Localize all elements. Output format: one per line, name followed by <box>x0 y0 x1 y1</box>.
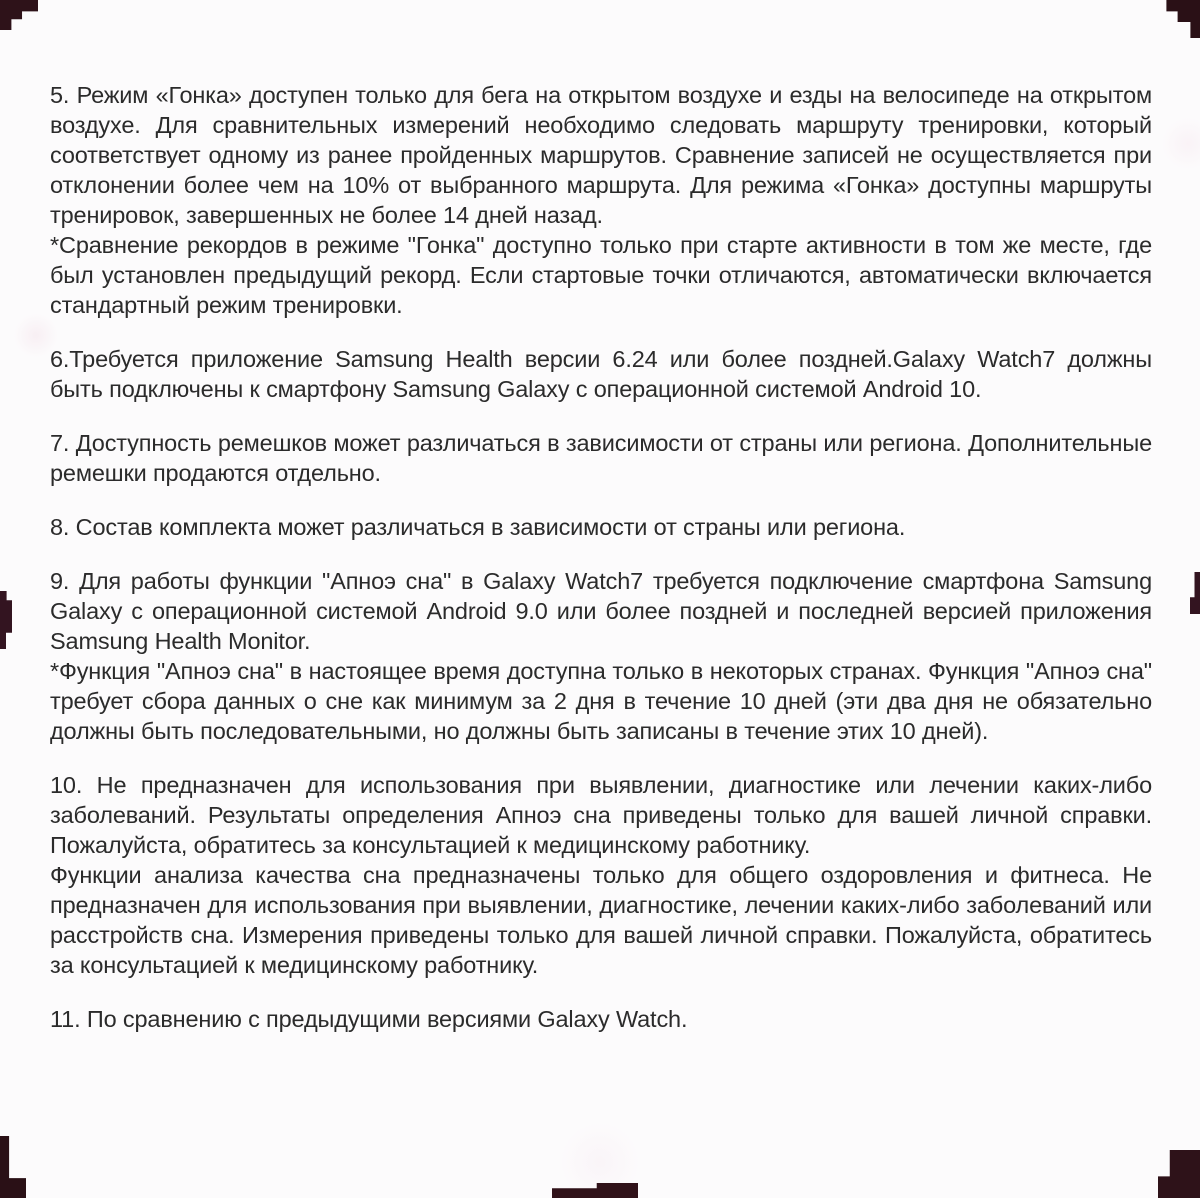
footnote-8-main-text: 8. Состав комплекта может различаться в зависимости от страны или региона. <box>50 514 906 540</box>
footnote-10-secondary-text: Функции анализа качества сна предназначены только для общего оздоровления и фитнеса. Не предназначен для использования при выявлении, диагностике, лечении каких-либо заболеваний или расстройств сна. Измерения приведены только для вашей личной справки. Пожалуйста, обратитесь за консультацией к медицинскому работнику. <box>50 862 1152 978</box>
ink-stain-bottom-left <box>0 1136 26 1198</box>
ink-stain-top-left <box>0 0 38 30</box>
footnote-7-main-text: 7. Доступность ремешков может различаться в зависимости от страны или региона. Дополнительные ремешки продаются отдельно. <box>50 430 1152 486</box>
ink-stain-top-right <box>1160 0 1200 38</box>
footnote-9 <box>50 566 1152 746</box>
footnote-11 <box>50 1004 1152 1034</box>
footnote-9-asterisk-note: *Функция "Апноэ сна" в настоящее время доступна только в некоторых странах. Функция "Апноэ сна" требует сбора данных о сне как минимум за 2 дня в течение 10 дней (эти два дня не обязательно должны быть последовательными, но должны быть записаны в течение этих 10 дней). <box>50 658 1152 744</box>
footnote-6 <box>50 344 1152 404</box>
ink-stain-bottom-center <box>552 1183 638 1198</box>
footnote-10 <box>50 770 1152 980</box>
footnote-5 <box>50 80 1152 320</box>
ink-stain-right-edge <box>1190 572 1200 614</box>
ink-stain-bottom-right <box>1158 1150 1200 1198</box>
footnote-5-main-text: 5. Режим «Гонка» доступен только для бега на открытом воздухе и езды на велосипеде на открытом воздухе. Для сравнительных измерений необходимо следовать маршруту тренировки, который соответствует одному из ранее пройденных маршрутов. Сравнение записей не осуществляется при отклонении более чем на 10% от выбранного маршрута. Для режима «Гонка» доступны маршруты тренировок, завершенных не более 14 дней назад. <box>50 82 1152 228</box>
footnote-11-main-text: 11. По сравнению с предыдущими версиями Galaxy Watch. <box>50 1006 688 1032</box>
footnote-6-main-text: 6.Требуется приложение Samsung Health версии 6.24 или более поздней.Galaxy Watch7 должны быть подключены к смартфону Samsung Galaxy с операционной системой Android 10. <box>50 346 1152 402</box>
ink-stain-left-edge <box>0 591 12 649</box>
footnote-10-main-text: 10. Не предназначен для использования при выявлении, диагностике или лечении каких-либо заболеваний. Результаты определения Апноэ сна приведены только для вашей личной справки. Пожалуйста, обратитесь за консультацией к медицинскому работнику. <box>50 772 1152 858</box>
footnote-5-asterisk-note: *Сравнение рекордов в режиме "Гонка" доступно только при старте активности в том же месте, где был установлен предыдущий рекорд. Если стартовые точки отличаются, автоматически включается стандартный режим тренировки. <box>50 232 1152 318</box>
footnotes-text-column <box>50 80 1152 1058</box>
footnote-7 <box>50 428 1152 488</box>
footnote-8 <box>50 512 1152 542</box>
footnote-9-main-text: 9. Для работы функции "Апноэ сна" в Galaxy Watch7 требуется подключение смартфона Samsung Galaxy с операционной системой Android 9.0 или более поздней и последней версией приложения Samsung Health Monitor. <box>50 568 1152 654</box>
